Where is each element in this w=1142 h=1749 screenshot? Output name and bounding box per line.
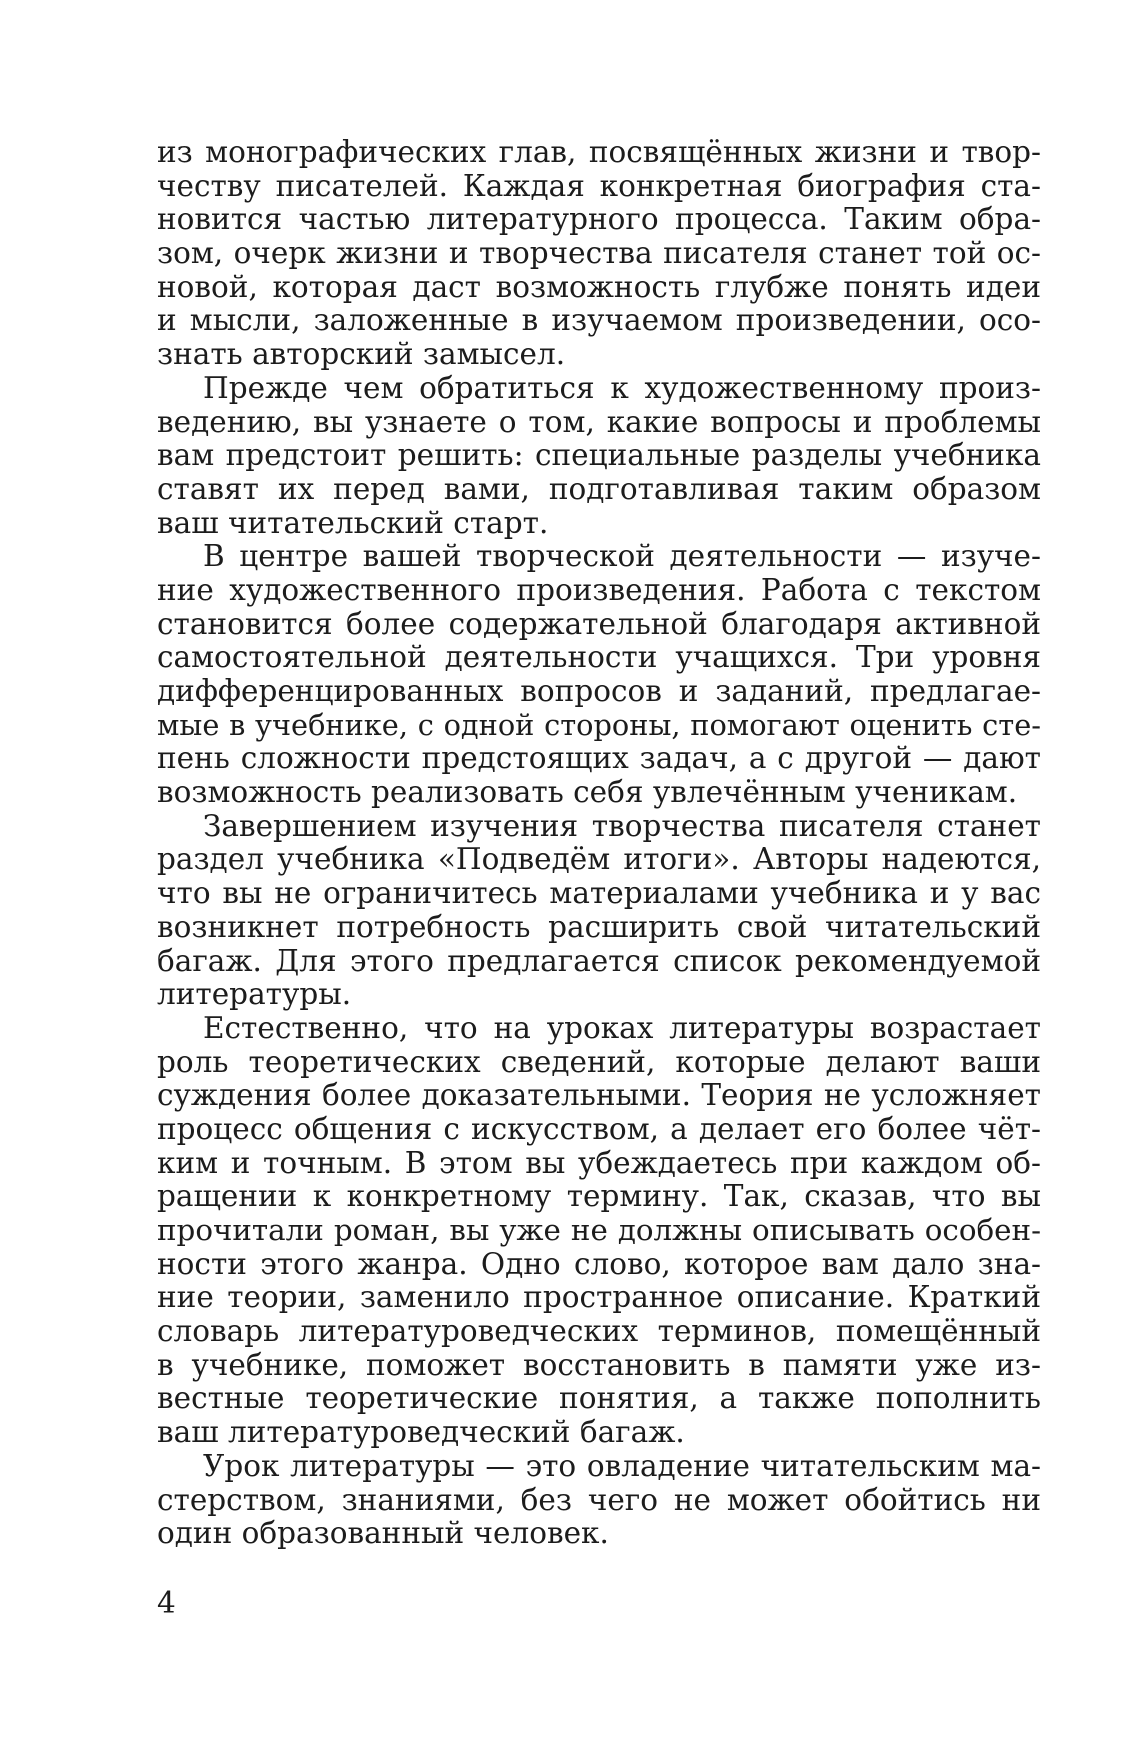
page-number: 4 — [157, 1586, 176, 1620]
body-text — [157, 136, 1041, 1551]
paragraph-theory — [157, 1012, 1041, 1450]
paragraph-reading-start — [157, 372, 1041, 540]
paragraph-continuation — [157, 136, 1041, 372]
text-line: из монографических глав, посвящённых жизни и твор- — [157, 135, 1041, 169]
text-line: пень сложности предстоящих задач, а с другой — дают — [157, 741, 1041, 776]
text-line: знать авторский замысел. — [157, 337, 566, 372]
text-line: ким и точным. В этом вы убеждаетесь при каждом об- — [157, 1145, 1041, 1180]
text-line: стерством, знаниями, без чего не может обойтись ни — [157, 1482, 1041, 1517]
text-line: новой, которая даст возможность глубже понять идеи — [157, 269, 1041, 304]
text-line: ведению, вы узнаете о том, какие вопросы и проблемы — [157, 404, 1041, 439]
text-line: Урок литературы — это овладение читательским ма- — [203, 1448, 1041, 1483]
text-line: суждения более доказательными. Теория не усложняет — [157, 1078, 1041, 1113]
paragraph-creative-activity — [157, 540, 1041, 810]
paragraph-summary-section — [157, 810, 1041, 1012]
text-line: прочитали роман, вы уже не должны описывать особен- — [157, 1213, 1041, 1247]
text-line: новится частью литературного процесса. Таким обра- — [157, 202, 1041, 237]
text-line: литературы. — [157, 977, 352, 1012]
text-line: багаж. Для этого предлагается список рекомендуемой — [157, 943, 1041, 978]
text-line: возможность реализовать себя увлечённым ученикам. — [157, 775, 1018, 810]
text-line: ние теории, заменило пространное описание. Краткий — [157, 1280, 1041, 1315]
text-line: становится более содержательной благодаря активной — [157, 606, 1041, 641]
text-line: ваш читательский старт. — [157, 505, 549, 540]
text-line: честву писателей. Каждая конкретная биография ста- — [157, 168, 1041, 203]
text-line: зом, очерк жизни и творчества писателя станет той ос- — [157, 236, 1041, 271]
text-line: ваш литературоведческий багаж. — [157, 1415, 685, 1450]
text-line: один образованный человек. — [157, 1516, 609, 1551]
text-line: ращении к конкретному термину. Так, сказав, что вы — [157, 1179, 1041, 1214]
text-line: Завершением изучения творчества писателя станет — [203, 808, 1041, 843]
text-line: и мысли, заложенные в изучаемом произведении, осо- — [157, 303, 1041, 338]
paragraph-literature-lesson — [157, 1450, 1041, 1551]
text-line: раздел учебника «Подведём итоги». Авторы надеются, — [157, 842, 1041, 877]
text-line: ние художественного произведения. Работа с текстом — [157, 572, 1041, 607]
text-line: словарь литературоведческих терминов, помещённый — [157, 1314, 1041, 1349]
text-line: в учебнике, поможет восстановить в памяти уже из- — [157, 1347, 1041, 1382]
text-line: процесс общения с искусством, а делает его более чёт- — [157, 1111, 1041, 1146]
text-line: роль теоретических сведений, которые делают ваши — [157, 1044, 1041, 1079]
text-line: самостоятельной деятельности учащихся. Три уровня — [157, 640, 1041, 675]
text-line: вам предстоит решить: специальные разделы учебника — [157, 438, 1041, 473]
text-line: ставят их перед вами, подготавливая таким образом — [157, 471, 1041, 506]
text-line: возникнет потребность расширить свой читательский — [157, 909, 1041, 944]
text-line: мые в учебнике, с одной стороны, помогают оценить сте- — [157, 707, 1041, 742]
text-line: дифференцированных вопросов и заданий, предлагае- — [157, 674, 1041, 708]
text-line: ности этого жанра. Одно слово, которое вам дало зна- — [157, 1246, 1041, 1281]
text-line: вестные теоретические понятия, а также пополнить — [157, 1381, 1041, 1416]
text-line: Прежде чем обратиться к художественному произ- — [203, 370, 1041, 405]
text-line: В центре вашей творческой деятельности — изуче- — [203, 539, 1041, 574]
text-line: что вы не ограничитесь материалами учебника и у вас — [157, 876, 1041, 911]
text-line: Естественно, что на уроках литературы возрастает — [203, 1010, 1041, 1045]
